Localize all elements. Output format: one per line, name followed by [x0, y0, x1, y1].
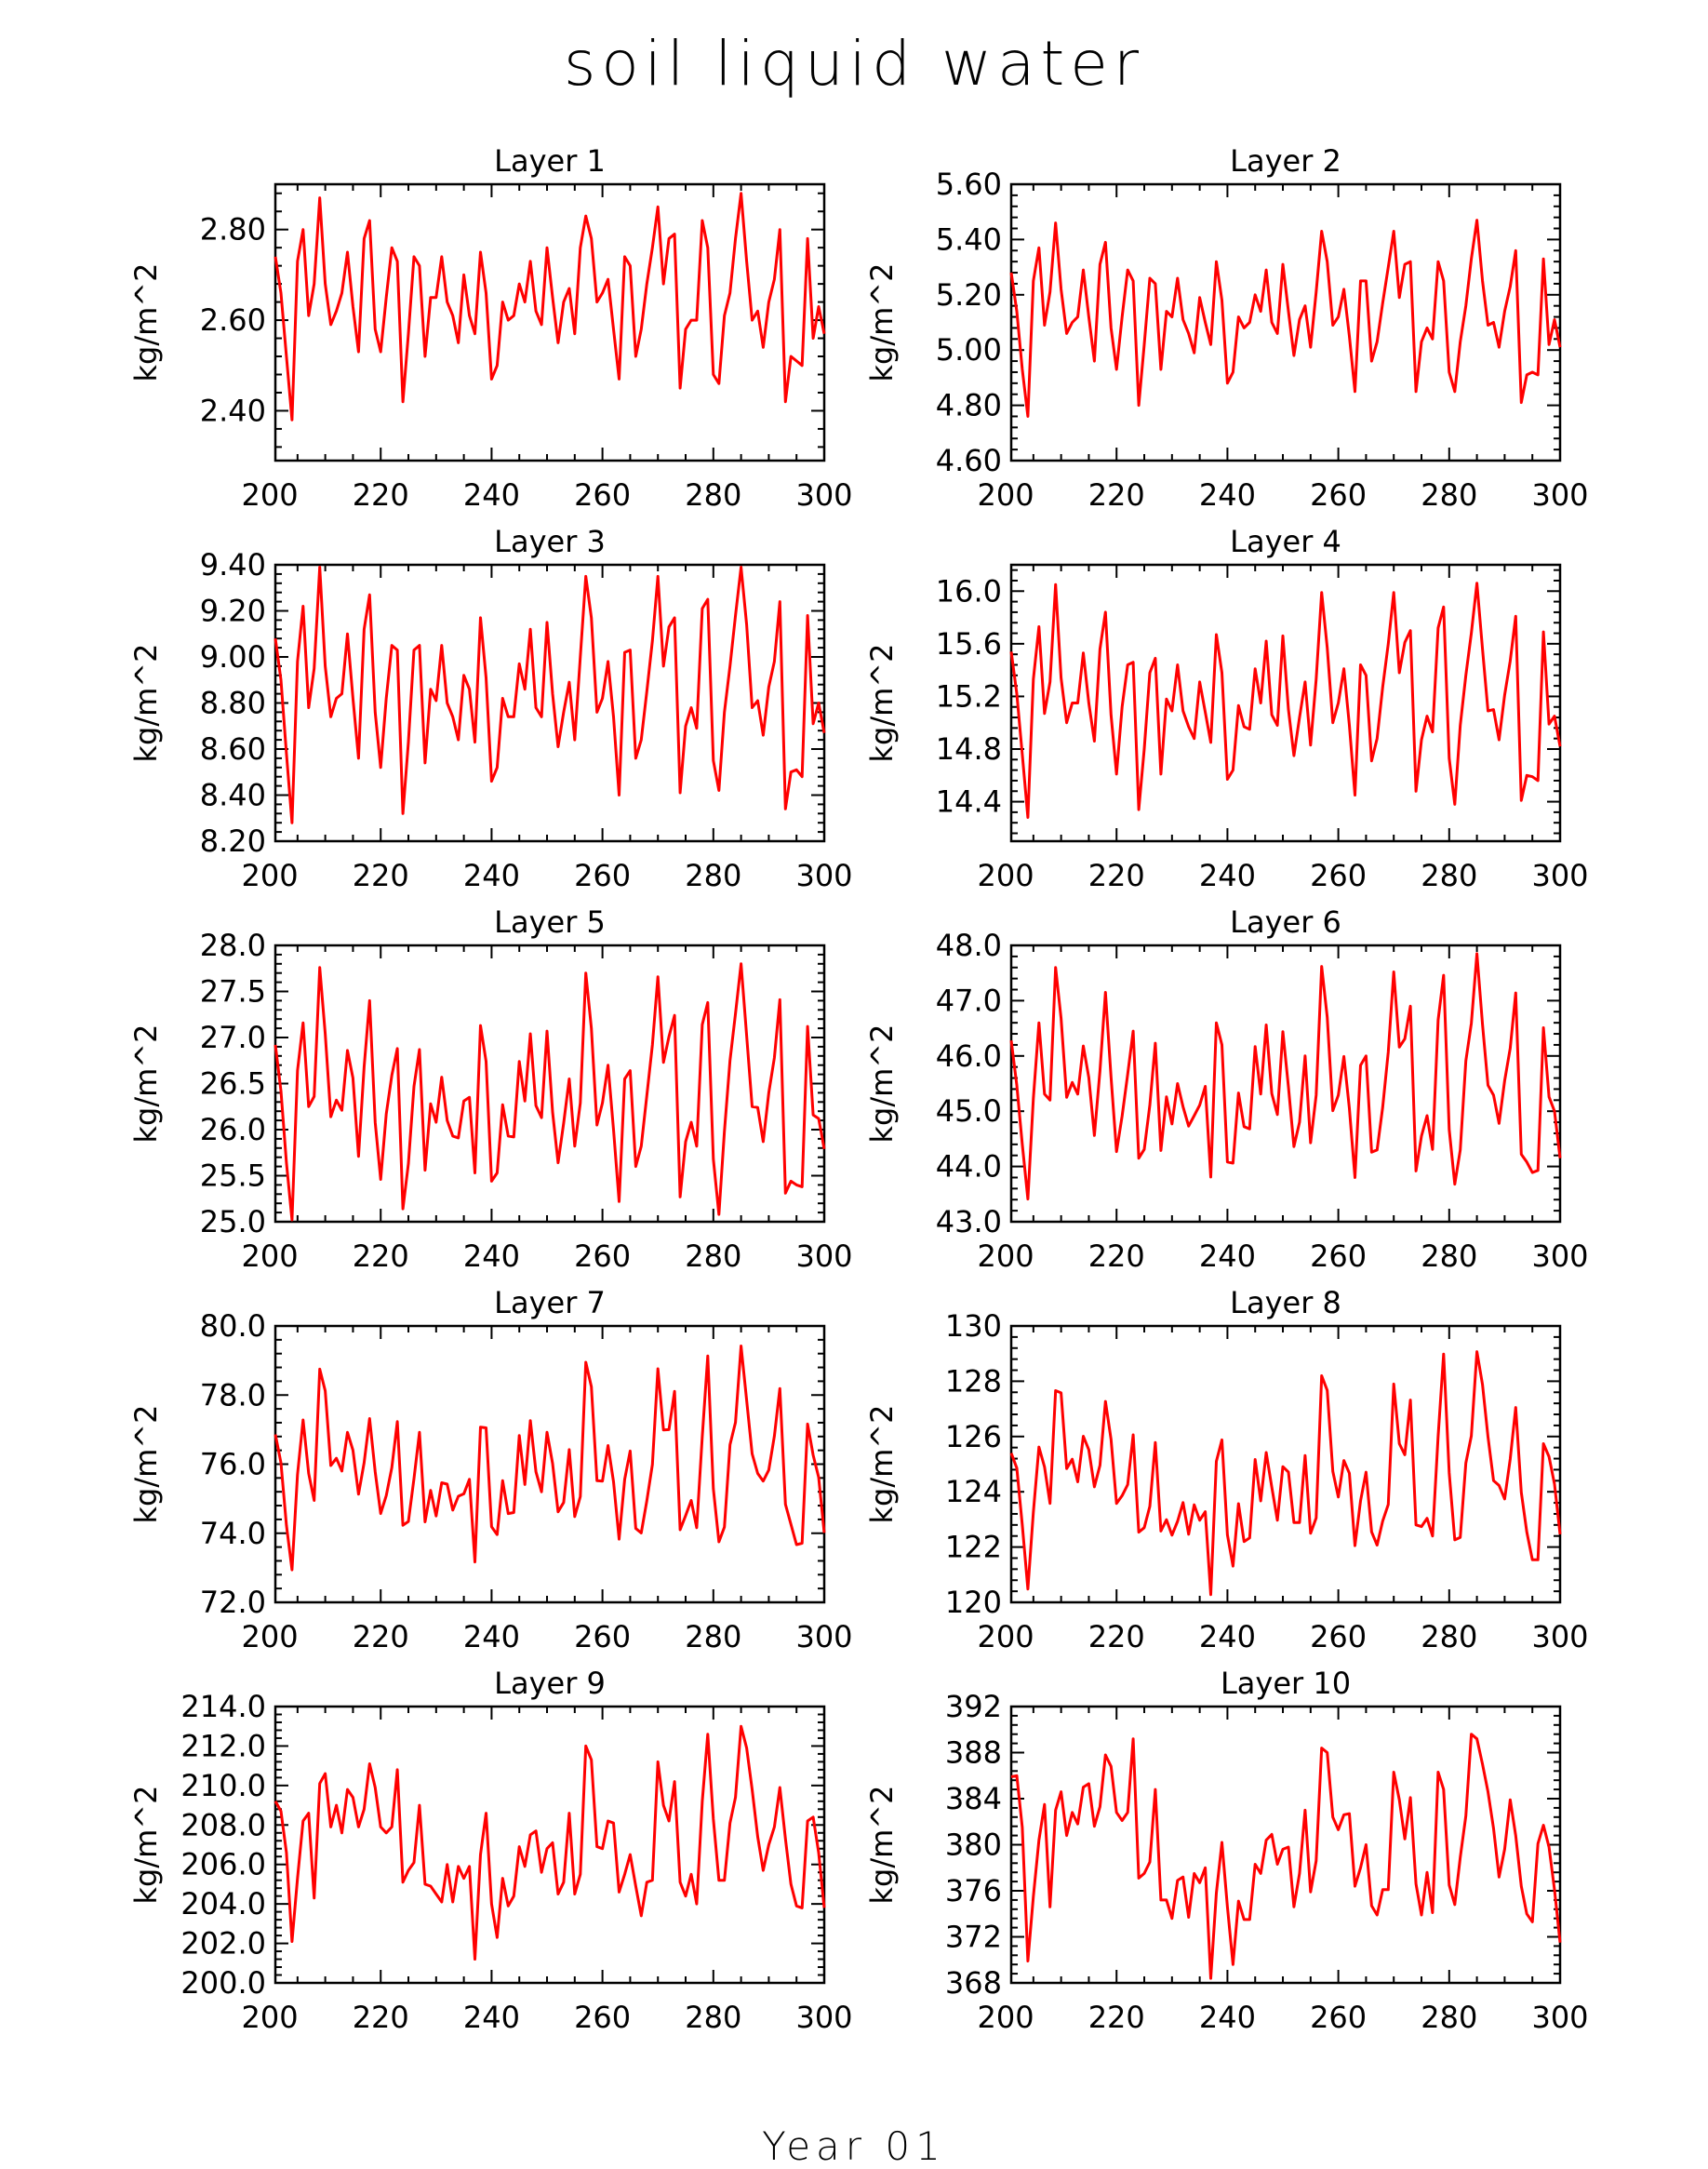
panel-10-ytick-label: 372 — [944, 1919, 1002, 1955]
panel-7-ytick-label: 78.0 — [199, 1377, 266, 1413]
panel-3-xtick-label: 200 — [241, 858, 299, 893]
panel-5-xtick-label: 300 — [795, 1238, 853, 1274]
panel-2-ytick-label: 4.80 — [935, 387, 1002, 423]
panel-2-xtick-label: 240 — [1198, 477, 1256, 513]
panel-7-xtick-label: 200 — [241, 1619, 299, 1654]
panel-4-xtick-label: 300 — [1531, 858, 1589, 893]
panel-4-ytick-label: 15.6 — [935, 625, 1002, 662]
panel-8-xtick-label: 260 — [1310, 1619, 1368, 1654]
panel-6-xtick-label: 280 — [1421, 1238, 1478, 1274]
panel-8-ytick-label: 120 — [944, 1585, 1002, 1620]
panel-5-ytick-label: 25.0 — [199, 1204, 266, 1239]
panel-8-title: Layer 8 — [1230, 1285, 1341, 1320]
panel-5-ytick-label: 26.5 — [199, 1065, 266, 1102]
panel-8-xtick-label: 200 — [977, 1619, 1034, 1654]
panel-8-xtick-label: 240 — [1198, 1619, 1256, 1654]
panel-8-xtick-label: 280 — [1421, 1619, 1478, 1654]
panel-9-ytick-label: 214.0 — [180, 1689, 266, 1724]
panel-9-ytick-label: 206.0 — [180, 1846, 266, 1882]
panel-10-ytick-label: 388 — [944, 1734, 1002, 1771]
panel-7-ytick-label: 76.0 — [199, 1446, 266, 1482]
panel-3-ytick-label: 8.80 — [199, 685, 266, 721]
panel-1-series-line — [275, 194, 824, 421]
panel-6-ytick-label: 43.0 — [935, 1204, 1002, 1239]
panel-4-ylabel: kg/m^2 — [864, 643, 900, 763]
panel-8-series-line — [1011, 1352, 1560, 1595]
panel-1-xtick-label: 260 — [574, 477, 632, 513]
panel-9-ylabel: kg/m^2 — [128, 1785, 164, 1905]
panel-9-xtick-label: 200 — [241, 2000, 299, 2035]
panel-9-xtick-label: 280 — [685, 2000, 742, 2035]
panel-2-xtick-label: 260 — [1310, 477, 1368, 513]
panel-2-ytick-label: 5.60 — [935, 167, 1002, 202]
panel-2-xtick-label: 280 — [1421, 477, 1478, 513]
panel-8-frame — [1011, 1326, 1560, 1602]
panel-1-frame — [275, 184, 824, 461]
panel-1-xtick-label: 240 — [462, 477, 520, 513]
panel-6-xtick-label: 200 — [977, 1238, 1034, 1274]
panel-4-ytick-label: 14.4 — [935, 783, 1002, 820]
panel-3-title: Layer 3 — [494, 524, 606, 559]
panel-5-ytick-label: 27.5 — [199, 973, 266, 1010]
panel-6-frame — [1011, 945, 1560, 1222]
panel-5-xtick-label: 260 — [574, 1238, 632, 1274]
panel-10-xtick-label: 300 — [1531, 2000, 1589, 2035]
panel-2-xtick-label: 200 — [977, 477, 1034, 513]
panel-9-xtick-label: 300 — [795, 2000, 853, 2035]
panel-5-title: Layer 5 — [494, 904, 606, 940]
panel-2-ytick-label: 5.00 — [935, 332, 1002, 368]
panel-7-ytick-label: 72.0 — [199, 1585, 266, 1620]
footer-label: Year 01 — [762, 2123, 946, 2169]
panel-8-ytick-label: 130 — [944, 1308, 1002, 1344]
panel-2-xtick-label: 300 — [1531, 477, 1589, 513]
panel-2-series-line — [1011, 221, 1560, 417]
panel-3-xtick-label: 220 — [352, 858, 409, 893]
panel-5-ytick-label: 26.0 — [199, 1112, 266, 1147]
panel-3-xtick-label: 260 — [574, 858, 632, 893]
panel-10-xtick-label: 200 — [977, 2000, 1034, 2035]
panel-8-xtick-label: 300 — [1531, 1619, 1589, 1654]
panel-3-xtick-label: 300 — [795, 858, 853, 893]
panel-8-ytick-label: 122 — [944, 1529, 1002, 1565]
panel-6-series-line — [1011, 954, 1560, 1199]
panel-9-ytick-label: 212.0 — [180, 1728, 266, 1764]
panel-3-xtick-label: 240 — [462, 858, 520, 893]
panel-4-xtick-label: 280 — [1421, 858, 1478, 893]
panel-3-ytick-label: 8.40 — [199, 777, 266, 813]
panel-8-ylabel: kg/m^2 — [864, 1404, 900, 1524]
panel-10-ytick-label: 368 — [944, 1965, 1002, 2001]
panel-1-ytick-label: 2.60 — [199, 302, 266, 339]
panel-6-xtick-label: 220 — [1088, 1238, 1145, 1274]
panel-5-xtick-label: 240 — [462, 1238, 520, 1274]
panel-8-xtick-label: 220 — [1088, 1619, 1145, 1654]
panel-1-xtick-label: 300 — [795, 477, 853, 513]
panel-6-ytick-label: 48.0 — [935, 928, 1002, 963]
panel-9-ytick-label: 208.0 — [180, 1807, 266, 1843]
panel-9-xtick-label: 240 — [462, 2000, 520, 2035]
panel-8-ytick-label: 128 — [944, 1363, 1002, 1399]
panel-4-ytick-label: 15.2 — [935, 678, 1002, 715]
panel-3-ytick-label: 9.00 — [199, 639, 266, 675]
panel-9-ytick-label: 210.0 — [180, 1767, 266, 1803]
panel-3-ytick-label: 9.40 — [199, 547, 266, 582]
panel-1-xtick-label: 220 — [352, 477, 409, 513]
panel-6-ytick-label: 46.0 — [935, 1038, 1002, 1074]
panel-10-xtick-label: 240 — [1198, 2000, 1256, 2035]
panel-9-xtick-label: 260 — [574, 2000, 632, 2035]
panel-7-series-line — [275, 1346, 824, 1571]
panel-10-series-line — [1011, 1734, 1560, 1978]
panel-6-ylabel: kg/m^2 — [864, 1024, 900, 1144]
panel-2-xtick-label: 220 — [1088, 477, 1145, 513]
panel-5-xtick-label: 220 — [352, 1238, 409, 1274]
panel-4-ytick-label: 16.0 — [935, 573, 1002, 609]
panel-3-xtick-label: 280 — [685, 858, 742, 893]
panel-2-ytick-label: 5.20 — [935, 276, 1002, 313]
panel-6-title: Layer 6 — [1230, 904, 1341, 940]
panel-7-xtick-label: 260 — [574, 1619, 632, 1654]
panel-4-ytick-label: 14.8 — [935, 731, 1002, 767]
panel-8-ytick-label: 124 — [944, 1474, 1002, 1510]
panel-5-ylabel: kg/m^2 — [128, 1024, 164, 1144]
panel-3-ytick-label: 9.20 — [199, 593, 266, 629]
panel-3-frame — [275, 565, 824, 841]
panel-1-title: Layer 1 — [494, 143, 606, 179]
panel-6-ytick-label: 44.0 — [935, 1148, 1002, 1185]
panel-5-ytick-label: 25.5 — [199, 1158, 266, 1194]
panel-6-xtick-label: 240 — [1198, 1238, 1256, 1274]
panel-7-xtick-label: 300 — [795, 1619, 853, 1654]
panel-8-ytick-label: 126 — [944, 1418, 1002, 1454]
panel-3-ytick-label: 8.20 — [199, 823, 266, 859]
panel-7-title: Layer 7 — [494, 1285, 606, 1320]
panel-6-ytick-label: 45.0 — [935, 1093, 1002, 1130]
panel-10-ytick-label: 380 — [944, 1827, 1002, 1863]
panel-1-xtick-label: 280 — [685, 477, 742, 513]
panel-7-xtick-label: 220 — [352, 1619, 409, 1654]
panel-9-ytick-label: 202.0 — [180, 1925, 266, 1961]
panel-1-xtick-label: 200 — [241, 477, 299, 513]
panel-5-xtick-label: 200 — [241, 1238, 299, 1274]
panel-2-title: Layer 2 — [1230, 143, 1341, 179]
panel-4-xtick-label: 240 — [1198, 858, 1256, 893]
panel-4-series-line — [1011, 583, 1560, 818]
panel-10-xtick-label: 220 — [1088, 2000, 1145, 2035]
panel-3-series-line — [275, 568, 824, 823]
panel-3-ytick-label: 8.60 — [199, 731, 266, 767]
panel-4-xtick-label: 220 — [1088, 858, 1145, 893]
panel-9-xtick-label: 220 — [352, 2000, 409, 2035]
panel-3-ylabel: kg/m^2 — [128, 643, 164, 763]
panel-10-xtick-label: 260 — [1310, 2000, 1368, 2035]
panel-10-ytick-label: 392 — [944, 1689, 1002, 1724]
panel-9-series-line — [275, 1726, 824, 1959]
panel-7-xtick-label: 240 — [462, 1619, 520, 1654]
panel-7-ytick-label: 74.0 — [199, 1515, 266, 1551]
panel-9-ytick-label: 204.0 — [180, 1886, 266, 1922]
panel-10-ylabel: kg/m^2 — [864, 1785, 900, 1905]
panel-6-ytick-label: 47.0 — [935, 983, 1002, 1019]
panel-1-ytick-label: 2.80 — [199, 211, 266, 248]
panel-10-title: Layer 10 — [1220, 1666, 1352, 1701]
panel-7-xtick-label: 280 — [685, 1619, 742, 1654]
panel-2-ytick-label: 5.40 — [935, 221, 1002, 258]
panel-7-ytick-label: 80.0 — [199, 1308, 266, 1344]
panel-6-xtick-label: 300 — [1531, 1238, 1589, 1274]
panel-5-ytick-label: 28.0 — [199, 928, 266, 963]
panel-9-title: Layer 9 — [494, 1666, 606, 1701]
panel-2-ytick-label: 4.60 — [935, 443, 1002, 478]
panel-1-ylabel: kg/m^2 — [128, 262, 164, 382]
panel-6-xtick-label: 260 — [1310, 1238, 1368, 1274]
figure-title: soil liquid water — [563, 28, 1145, 100]
panel-10-ytick-label: 376 — [944, 1873, 1002, 1908]
panel-10-xtick-label: 280 — [1421, 2000, 1478, 2035]
panel-5-xtick-label: 280 — [685, 1238, 742, 1274]
panel-5-series-line — [275, 964, 824, 1220]
panel-4-xtick-label: 200 — [977, 858, 1034, 893]
panel-1-ytick-label: 2.40 — [199, 393, 266, 429]
panel-2-ylabel: kg/m^2 — [864, 262, 900, 382]
panel-9-ytick-label: 200.0 — [180, 1965, 266, 2001]
panel-7-ylabel: kg/m^2 — [128, 1404, 164, 1524]
panel-4-xtick-label: 260 — [1310, 858, 1368, 893]
panel-5-ytick-label: 27.0 — [199, 1020, 266, 1055]
panel-4-title: Layer 4 — [1230, 524, 1341, 559]
panel-10-ytick-label: 384 — [944, 1781, 1002, 1816]
